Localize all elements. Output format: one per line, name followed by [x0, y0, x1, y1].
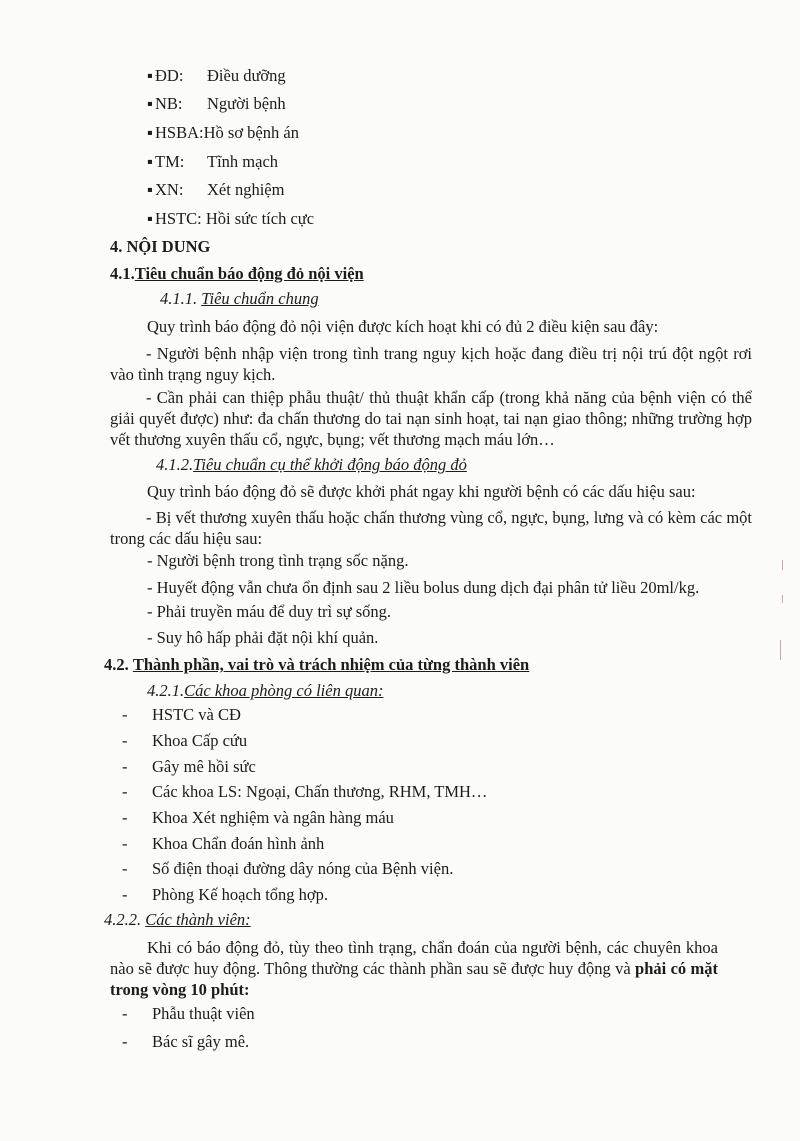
abbr-value: Tĩnh mạch: [207, 152, 279, 171]
deadline-emphasis: phải có mặt trong vòng 10 phút:: [110, 959, 718, 999]
abbr-item-xn: ▪ XN: Xét nghiệm: [147, 180, 285, 199]
scan-artifact: [782, 560, 789, 570]
section-title: Tiêu chuẩn chung: [201, 289, 319, 308]
paragraph-condition-1: - Người bệnh nhập viện trong tình trang nguy kịch hoặc đang điều trị nội trú đột ngột rơi vào tình trạng nguy kịch.: [110, 344, 752, 384]
abbr-value: Điều dưỡng: [207, 66, 286, 85]
sign-item: - Phải truyền máu để duy trì sự sống.: [147, 602, 392, 621]
section-title: Các thành viên:: [145, 910, 251, 929]
section-number: 4.2.2.: [104, 910, 146, 929]
paragraph-condition-2: - Cần phải can thiệp phẫu thuật/ thủ thuật khẩn cấp (trong khả năng của bệnh viện có thể giải quyết được) như: đa chấn thương do tai nạn sinh hoạt, tai nạn giao thông; những trường hợp vết thương xuyên thấu cổ, ngực, bụng; vết thương mạch máu lớn…: [110, 388, 752, 449]
abbr-value: Người bệnh: [207, 94, 286, 113]
section-4-2-1-heading: [147, 681, 383, 701]
paragraph-injury: - Bị vết thương xuyên thấu hoặc chấn thương vùng cổ, ngực, bụng, lưng và có kèm các một trong các dấu hiệu sau:: [110, 508, 752, 548]
section-title: Tiêu chuẩn cụ thể khởi động báo động đỏ: [193, 455, 467, 474]
section-number: 4.2.1.: [147, 681, 185, 700]
scan-artifact: [782, 595, 789, 603]
abbr-key: HSBA:: [155, 123, 204, 142]
paragraph-intro: Quy trình báo động đỏ nội viện được kích hoạt khi có đủ 2 điều kiện sau đây:: [147, 317, 659, 336]
abbr-key: TM:: [155, 152, 185, 171]
abbr-item-tm: ▪ TM: Tĩnh mạch: [147, 152, 279, 171]
scan-artifact: [780, 640, 789, 660]
department-item: - Số điện thoại đường dây nóng của Bệnh viện.: [122, 859, 454, 878]
section-4-1-2-heading: [156, 455, 467, 475]
department-item: - Phòng Kế hoạch tổng hợp.: [122, 885, 328, 904]
abbr-item-hstc: ▪ HSTC: Hồi sức tích cực: [147, 209, 315, 228]
member-item: - Bác sĩ gây mê.: [122, 1032, 250, 1051]
section-number: 4.1.1.: [160, 289, 202, 308]
section-4-2-2-heading: [104, 910, 251, 930]
section-4-1-heading: [110, 264, 364, 284]
department-item: - Khoa Cấp cứu: [122, 731, 248, 750]
section-4-heading: 4. NỘI DUNG: [110, 237, 211, 256]
abbr-item-nb: ▪ NB: Người bệnh: [147, 94, 286, 113]
abbr-item-dd: ▪ ĐD: Điều dưỡng: [147, 66, 286, 85]
department-item: - Khoa Chẩn đoán hình ảnh: [122, 834, 325, 853]
member-item: - Phẫu thuật viên: [122, 1004, 255, 1023]
section-title: Tiêu chuẩn báo động đỏ nội viện: [134, 264, 364, 283]
sign-item: - Suy hô hấp phải đặt nội khí quản.: [147, 628, 379, 647]
abbr-item-hsba: ▪ HSBA:Hồ sơ bệnh án: [147, 123, 299, 142]
section-title: Thành phần, vai trò và trách nhiệm của từng thành viên: [132, 655, 530, 674]
abbr-key: ĐD:: [155, 66, 184, 85]
section-number: 4.1.2.: [156, 455, 194, 474]
section-title: Các khoa phòng có liên quan:: [184, 681, 384, 700]
abbr-key: HSTC:: [155, 209, 202, 228]
paragraph-trigger: Quy trình báo động đỏ sẽ được khởi phát ngay khi người bệnh có các dấu hiệu sau:: [147, 482, 696, 501]
department-item: - Khoa Xét nghiệm và ngân hàng máu: [122, 808, 394, 827]
section-4-2-heading: [104, 655, 529, 675]
section-4-1-1-heading: [160, 289, 319, 309]
abbr-value: Hồi sức tích cực: [205, 209, 315, 228]
section-number: 4.2.: [104, 655, 129, 674]
department-item: - HSTC và CĐ: [122, 705, 241, 724]
abbr-key: NB:: [155, 94, 183, 113]
abbr-key: XN:: [155, 180, 184, 199]
sign-item: - Huyết động vẫn chưa ổn định sau 2 liều bolus dung dịch đại phân tử liều 20ml/kg.: [147, 578, 700, 597]
department-item: - Các khoa LS: Ngoại, Chấn thương, RHM, TMH…: [122, 782, 488, 801]
abbr-value: Hồ sơ bệnh án: [203, 123, 299, 142]
paragraph-members: Khi có báo động đỏ, tùy theo tình trạng, chẩn đoán của người bệnh, các chuyên khoa nào sẽ được huy động. Thông thường các thành phần sau sẽ được huy động và phải có mặt trong vòng 10 phút:: [110, 938, 718, 999]
abbr-value: Xét nghiệm: [207, 180, 285, 199]
department-item: - Gây mê hồi sức: [122, 757, 256, 776]
sign-item: - Người bệnh trong tình trạng sốc nặng.: [147, 551, 409, 570]
section-number: 4.1.: [110, 264, 135, 283]
